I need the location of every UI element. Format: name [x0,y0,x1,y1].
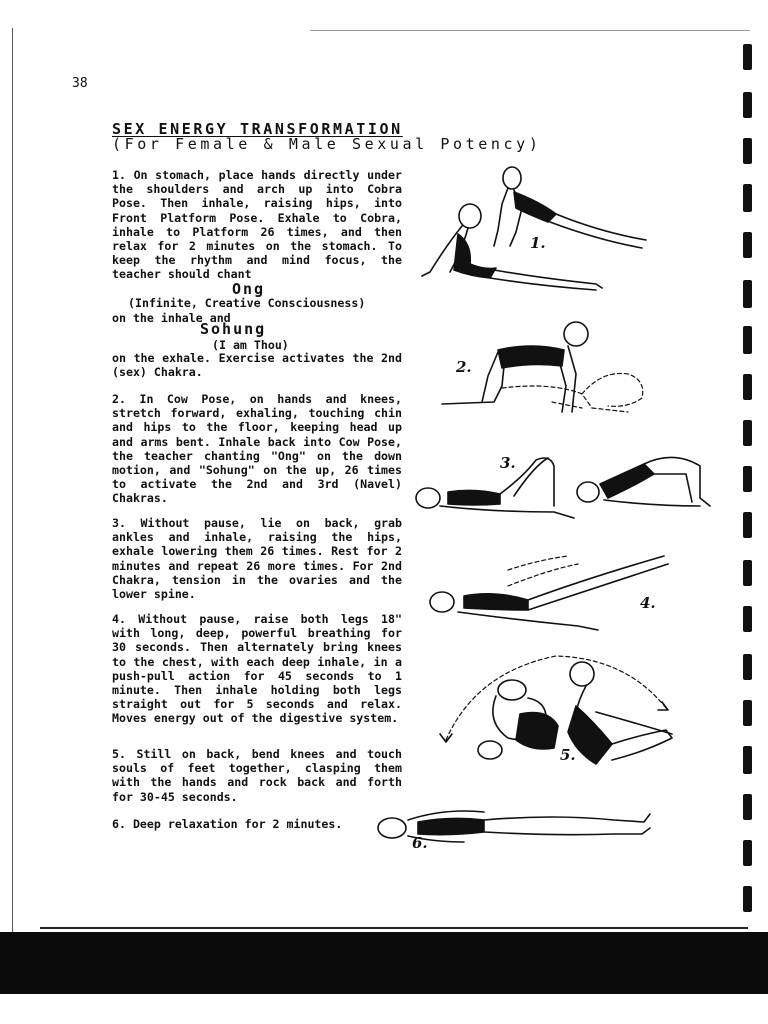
binding-mark [743,138,752,164]
figure-5-rock [436,652,686,782]
binding-mark [743,700,752,726]
binding-mark [743,420,752,446]
page-title: SEX ENERGY TRANSFORMATION [112,120,403,138]
page-bottom-rule [40,927,748,929]
figure-3-hip-raise [404,446,714,526]
binding-mark [743,512,752,538]
figure-4-leg-raise [428,550,678,640]
binding-mark [743,794,752,820]
figure-label-1: 1. [530,234,546,252]
mantra-ong-meaning: (Infinite, Creative Consciousness) [128,296,366,310]
step-1-text-continued: on the exhale. Exercise activates the 2nd (sex) Chakra. [112,351,402,380]
mantra-connector: on the inhale and [112,311,231,325]
figure-6-relaxation [374,800,664,860]
binding-mark [743,466,752,492]
figure-label-4: 4. [640,594,656,612]
step-2-text: 2. In Cow Pose, on hands and knees, stretch forward, exhaling, touching chin and hips to the floor, keeping head up and arms bent. Inhale back into Cow Pose, the teacher chanting "Ong" on the down motion, and "Sohung" on the up, 26 times to activate the 2nd and 3rd (Navel) Chakras. [112,392,402,506]
binding-mark [743,886,752,912]
mantra-ong: Ong [232,280,266,298]
page-subtitle: (For Female & Male Sexual Potency) [112,135,542,153]
binding-mark [743,232,752,258]
step-4-text: 4. Without pause, raise both legs 18" with long, deep, powerful breathing for 30 seconds. Then alternately bring knees to the chest, with each deep inhale, in a push-pull action for 45 seconds to 1 minute. Then inhale holding both legs straight out for 5 seconds and relax. Moves energy out of the digestive system. [112,612,402,726]
binding-mark [743,92,752,118]
step-1-text: 1. On stomach, place hands directly under the shoulders and arch up into Cobra Pose. Then inhale, raising hips, into Front Platform Pose. Exhale to Cobra, inhale to Platform 26 times, and then relax for 2 minutes on the stomach. To keep the rhythm and mind focus, the teacher should chant [112,168,402,282]
binding-mark [743,746,752,774]
figure-label-3: 3. [500,454,516,472]
binding-mark [743,374,752,400]
mantra-sohung: Sohung [200,320,267,338]
figure-1-cobra-platform [410,160,660,300]
figure-label-2: 2. [456,358,472,376]
binding-mark [743,560,752,586]
binding-mark [743,654,752,680]
page-number: 38 [72,76,88,91]
page-edge-left [12,28,13,988]
step-5-text: 5. Still on back, bend knees and touch souls of feet together, clasping them with the hands and rock back and forth for 30-45 seconds. [112,747,402,804]
figure-label-5: 5. [560,746,576,764]
scan-bottom-band [0,932,768,994]
page-edge-top [310,30,750,31]
mantra-sohung-meaning: (I am Thou) [212,338,289,352]
binding-mark [743,44,752,70]
binding-mark [743,280,752,308]
figure-2-cow-pose [432,316,662,426]
step-6-text: 6. Deep relaxation for 2 minutes. [112,817,343,831]
step-3-text: 3. Without pause, lie on back, grab ankles and inhale, raising the hips, exhale lowering them 26 times. Rest for 2 minutes and repeat 26 more times. For 2nd Chakra, tension in the ovaries and the lower spine. [112,516,402,602]
binding-mark [743,184,752,212]
binding-mark [743,606,752,632]
figure-label-6: 6. [412,834,428,852]
binding-mark [743,326,752,354]
binding-mark [743,840,752,866]
